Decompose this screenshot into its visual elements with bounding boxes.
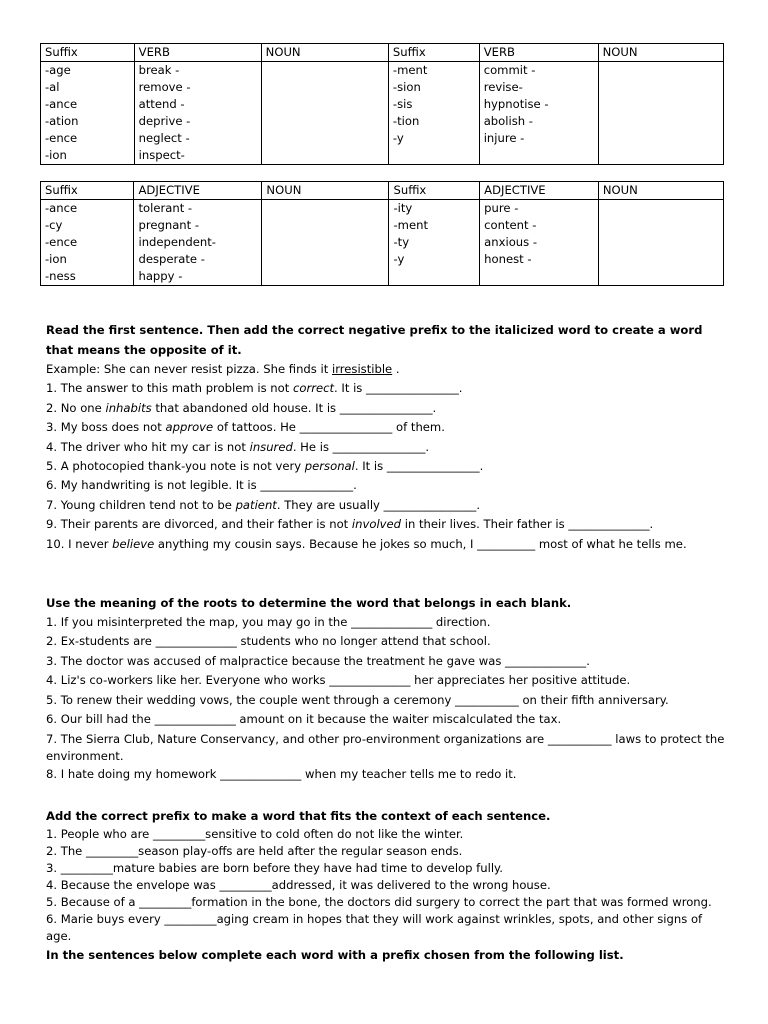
adjective-column <box>134 200 262 286</box>
section-heading: that means the opposite of it. <box>46 343 242 357</box>
exercise-item: 8. I hate doing my homework ______________ when my teacher tells me to redo it. <box>46 767 517 782</box>
exercise-item: 2. Ex-students are ______________ students who no longer attend that school. <box>46 634 491 649</box>
exercise-item <box>46 476 726 495</box>
item-text: . It is ________________. <box>334 381 463 396</box>
item-text: 1. The answer to this math problem is not <box>46 381 293 396</box>
exercise-item: 3. The doctor was accused of malpractice because the treatment he gave was ______________. <box>46 653 590 668</box>
suffix-column <box>389 200 480 286</box>
italic-word: inhabits <box>105 400 152 415</box>
item-text: 10. I never <box>46 536 113 551</box>
verb-cell: hypnotise - <box>483 97 549 111</box>
item-text: anything my cousin says. Because he jokes so much, I __________ most of what he tells me. <box>154 536 687 551</box>
negative-prefix-section <box>46 320 726 554</box>
italic-word: correct <box>292 381 335 396</box>
exercise-item: 6. Marie buys every _________aging cream in hopes that they will work against wrinkles, spots, and other signs of age. <box>46 912 703 943</box>
header-cell: Suffix <box>41 44 135 62</box>
header-cell: NOUN <box>261 44 388 62</box>
header-cell: NOUN <box>598 182 723 200</box>
header-cell: NOUN <box>262 182 389 200</box>
section-heading: Use the meaning of the roots to determine the word that belongs in each blank. <box>46 596 572 610</box>
adjective-cell: independent- <box>138 235 216 249</box>
item-text: that abandoned old house. It is ________________. <box>151 400 437 415</box>
verb-cell: commit - <box>483 63 536 77</box>
header-cell: Suffix <box>389 182 480 200</box>
exercise-item <box>46 379 726 398</box>
italic-word: involved <box>351 517 402 532</box>
noun-column <box>261 62 388 165</box>
exercise-item: 1. If you misinterpreted the map, you may go in the ______________ direction. <box>46 615 491 629</box>
exercise-item: 4. Because the envelope was _________addressed, it was delivered to the wrong house. <box>46 878 551 892</box>
example-answer: irresistible <box>331 362 393 376</box>
suffix-column <box>41 62 135 165</box>
adjective-cell: anxious - <box>484 235 538 249</box>
suffix-column <box>388 62 479 165</box>
context-prefix-section <box>46 806 726 965</box>
header-cell: Suffix <box>41 182 134 200</box>
suffix-cell: -ance <box>45 97 78 111</box>
header-cell: NOUN <box>598 44 723 62</box>
exercise-item <box>46 535 726 554</box>
exercise-item: 5. To renew their wedding vows, the couple went through a ceremony ___________ on their fifth anniversary. <box>46 692 669 707</box>
exercise-item: 1. People who are _________sensitive to cold often do not like the winter. <box>46 827 464 841</box>
verb-cell: attend - <box>138 97 185 111</box>
verb-cell: inspect- <box>138 148 185 162</box>
header-cell: VERB <box>134 44 261 62</box>
exercise-item: 6. Our bill had the ______________ amount on it because the waiter miscalculated the tax. <box>46 712 562 727</box>
suffix-cell: -y <box>393 252 405 266</box>
exercise-item <box>46 438 726 457</box>
verb-cell: remove - <box>138 80 191 94</box>
item-text: 5. A photocopied thank-you note is not very <box>46 459 305 474</box>
suffix-cell: -ion <box>45 252 67 266</box>
italic-word: patient <box>235 497 277 512</box>
suffix-cell: -sis <box>392 97 413 111</box>
adjective-cell: content - <box>484 218 537 232</box>
italic-word: believe <box>112 536 155 551</box>
exercise-item: 2. The _________season play-offs are held after the regular season ends. <box>46 844 463 858</box>
adjective-cell: desperate - <box>138 252 205 266</box>
adjective-cell: pure - <box>484 201 519 215</box>
italic-word: insured <box>249 439 293 454</box>
item-text: 9. Their parents are divorced, and their father is not <box>46 517 352 532</box>
example-text: . <box>392 362 400 376</box>
noun-column <box>598 62 723 165</box>
exercise-item <box>46 399 726 418</box>
adjective-cell: tolerant - <box>138 201 193 215</box>
adjective-cell: happy - <box>138 269 183 283</box>
verb-cell: revise- <box>483 80 523 94</box>
suffix-cell: -age <box>45 63 71 77</box>
header-cell: VERB <box>479 44 598 62</box>
verb-cell: injure - <box>483 131 525 145</box>
roots-section <box>46 593 726 785</box>
table-header-row <box>41 182 724 200</box>
item-text: 6. My handwriting is not legible. It is ________________. <box>46 478 357 493</box>
verb-cell: deprive - <box>138 114 191 128</box>
exercise-item: 7. The Sierra Club, Nature Conservancy, and other pro-environment organizations are ___________ laws to protect the environment. <box>46 732 725 764</box>
item-text: 7. Young children tend not to be <box>46 497 236 512</box>
header-cell: ADJECTIVE <box>134 182 262 200</box>
suffix-cell: -ence <box>45 235 78 249</box>
item-text: 2. No one <box>46 400 106 415</box>
exercise-item <box>46 418 726 437</box>
verb-column <box>479 62 598 165</box>
item-text: 3. My boss does not <box>46 420 166 435</box>
suffix-cell: -ty <box>393 235 410 249</box>
suffix-cell: -ance <box>45 201 78 215</box>
table-body-row <box>41 62 724 165</box>
suffix-cell: -tion <box>392 114 420 128</box>
verb-cell: abolish - <box>483 114 533 128</box>
item-text: . They are usually ________________. <box>276 497 481 512</box>
header-cell: ADJECTIVE <box>480 182 599 200</box>
suffix-cell: -ment <box>392 63 428 77</box>
adjective-cell: pregnant - <box>138 218 200 232</box>
item-text: 4. The driver who hit my car is not <box>46 439 250 454</box>
example-sentence <box>46 360 726 379</box>
noun-column <box>598 200 723 286</box>
verb-cell: neglect - <box>138 131 190 145</box>
adjective-column <box>480 200 599 286</box>
verb-cell: break - <box>138 63 180 77</box>
exercise-item <box>46 457 726 476</box>
suffix-cell: -y <box>392 131 404 145</box>
suffix-cell: -ence <box>45 131 78 145</box>
item-text: in their lives. Their father is ______________. <box>401 517 654 532</box>
item-text: . He is ________________. <box>292 439 430 454</box>
table-header-row <box>41 44 724 62</box>
section-heading: Read the first sentence. Then add the correct negative prefix to the italicized word to create a word <box>46 323 703 337</box>
suffix-cell: -ion <box>45 148 67 162</box>
italic-word: approve <box>165 420 214 435</box>
suffix-cell: -ation <box>45 114 79 128</box>
verb-column <box>134 62 261 165</box>
section-heading: Add the correct prefix to make a word that fits the context of each sentence. <box>46 809 551 823</box>
exercise-item: 3. _________mature babies are born before they have had time to develop fully. <box>46 861 503 875</box>
section-heading: In the sentences below complete each word with a prefix chosen from the following list. <box>46 948 624 962</box>
item-text: . It is ________________. <box>354 459 484 474</box>
verb-noun-suffix-table <box>40 43 724 165</box>
suffix-cell: -al <box>45 80 60 94</box>
adjective-cell: honest - <box>484 252 532 266</box>
example-text: Example: She can never resist pizza. She finds it <box>46 362 332 376</box>
exercise-item <box>46 496 726 515</box>
suffix-cell: -ness <box>45 269 76 283</box>
adjective-noun-suffix-table <box>40 181 724 286</box>
suffix-cell: -cy <box>45 218 63 232</box>
suffix-cell: -ity <box>393 201 413 215</box>
exercise-item: 5. Because of a _________formation in the bone, the doctors did surgery to correct the part that was formed wrong. <box>46 895 712 909</box>
suffix-cell: -ment <box>393 218 428 232</box>
noun-column <box>262 200 389 286</box>
suffix-column <box>41 200 134 286</box>
table-body-row <box>41 200 724 286</box>
header-cell: Suffix <box>388 44 479 62</box>
item-text: of tattoos. He ________________ of them. <box>213 420 445 435</box>
suffix-cell: -sion <box>392 80 421 94</box>
italic-word: personal <box>304 459 355 474</box>
exercise-item: 4. Liz's co-workers like her. Everyone who works ______________ her appreciates her positive attitude. <box>46 673 631 688</box>
exercise-item <box>46 515 726 534</box>
